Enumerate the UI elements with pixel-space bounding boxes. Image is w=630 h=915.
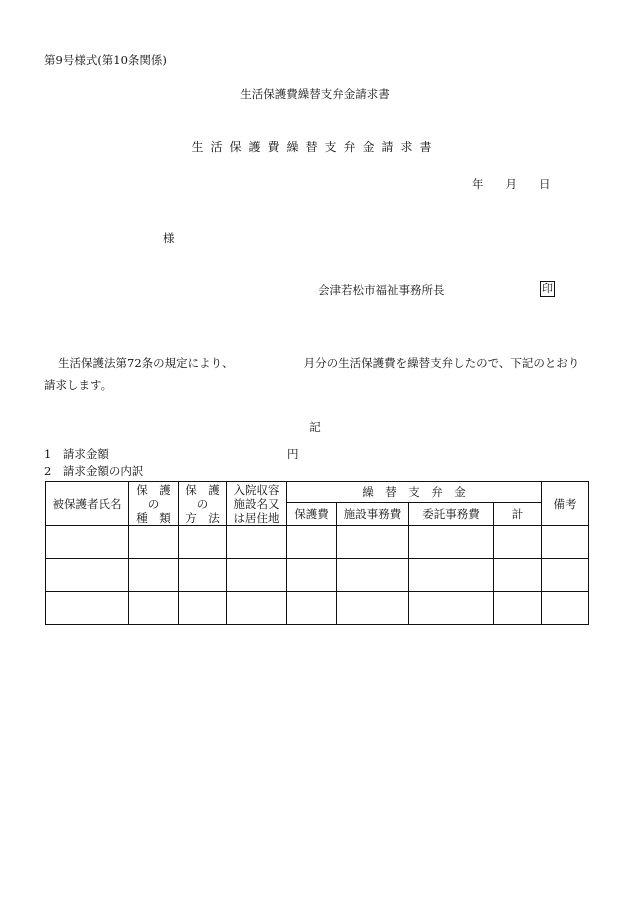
subheader-total: 計 (494, 503, 542, 526)
cell-kind[interactable] (129, 526, 179, 559)
table-row (46, 526, 589, 559)
breakdown-table (45, 481, 589, 625)
header-reimbursement-group: 繰 替 支 弁 金 (287, 482, 542, 503)
cell-facility[interactable] (227, 559, 287, 592)
header-kind-line3: 種 類 (136, 510, 171, 525)
cell-remarks[interactable] (542, 592, 589, 625)
date-line (472, 176, 551, 192)
cell-total[interactable] (494, 559, 542, 592)
cell-method[interactable] (179, 559, 227, 592)
date-year: 年 (472, 177, 484, 191)
cell-facility-admin[interactable] (337, 526, 409, 559)
cell-protection-cost[interactable] (287, 559, 337, 592)
cell-total[interactable] (494, 592, 542, 625)
form-number: 第9号様式(第10条関係) (44, 53, 167, 67)
item1-unit: 円 (287, 447, 299, 461)
header-recipient-name: 被保護者氏名 (46, 482, 129, 526)
ki-heading: 記 (309, 420, 321, 434)
cell-consignment-admin[interactable] (409, 526, 494, 559)
header-facility-line1: 入院収容 (233, 482, 280, 497)
body-part2: 月分の生活保護費を繰替支弁したので、下記のとおり請求します。 (44, 356, 580, 392)
subheader-consignment-admin-cost: 委託事務費 (409, 503, 494, 526)
body-paragraph (44, 352, 589, 396)
date-day: 日 (539, 177, 551, 191)
document-title: 生活保護費繰替支弁金請求書 (191, 140, 439, 154)
cell-name[interactable] (46, 559, 129, 592)
cell-remarks[interactable] (542, 526, 589, 559)
subheader-facility-admin-cost: 施設事務費 (337, 503, 409, 526)
cell-facility[interactable] (227, 526, 287, 559)
header-method-line1: 保 護 (185, 482, 220, 497)
cell-name[interactable] (46, 526, 129, 559)
cell-consignment-admin[interactable] (409, 559, 494, 592)
body-part1: 生活保護法第72条の規定により、 (58, 356, 234, 370)
header-remarks: 備考 (542, 482, 589, 526)
cell-facility-admin[interactable] (337, 592, 409, 625)
header-facility-line2: 施設名又 (233, 496, 280, 511)
cell-facility-admin[interactable] (337, 559, 409, 592)
header-facility (227, 482, 287, 526)
cell-method[interactable] (179, 526, 227, 559)
header-protection-method (179, 482, 227, 526)
table-row (46, 559, 589, 592)
cell-facility[interactable] (227, 592, 287, 625)
cell-consignment-admin[interactable] (409, 592, 494, 625)
subheader-protection-cost: 保護費 (287, 503, 337, 526)
cell-method[interactable] (179, 592, 227, 625)
seal-mark: 印 (542, 282, 553, 295)
cell-protection-cost[interactable] (287, 592, 337, 625)
cell-protection-cost[interactable] (287, 526, 337, 559)
header-kind-line2: の (147, 496, 160, 511)
issuer-name: 会津若松市福祉事務所長 (318, 283, 445, 297)
cell-name[interactable] (46, 592, 129, 625)
cell-kind[interactable] (129, 592, 179, 625)
header-method-line3: 方 法 (185, 510, 220, 525)
header-kind-line1: 保 護 (136, 482, 171, 497)
cell-kind[interactable] (129, 559, 179, 592)
item1-label: 1 請求金額 (44, 447, 109, 461)
cell-total[interactable] (494, 526, 542, 559)
document-title-small: 生活保護費繰替支弁金請求書 (240, 87, 390, 101)
header-method-line2: の (196, 496, 209, 511)
table-row (46, 592, 589, 625)
cell-remarks[interactable] (542, 559, 589, 592)
header-protection-type (129, 482, 179, 526)
date-month: 月 (505, 177, 517, 191)
header-facility-line3: は居住地 (233, 510, 280, 525)
addressee-suffix: 様 (163, 231, 175, 245)
item2-label: 2 請求金額の内訳 (44, 464, 144, 478)
